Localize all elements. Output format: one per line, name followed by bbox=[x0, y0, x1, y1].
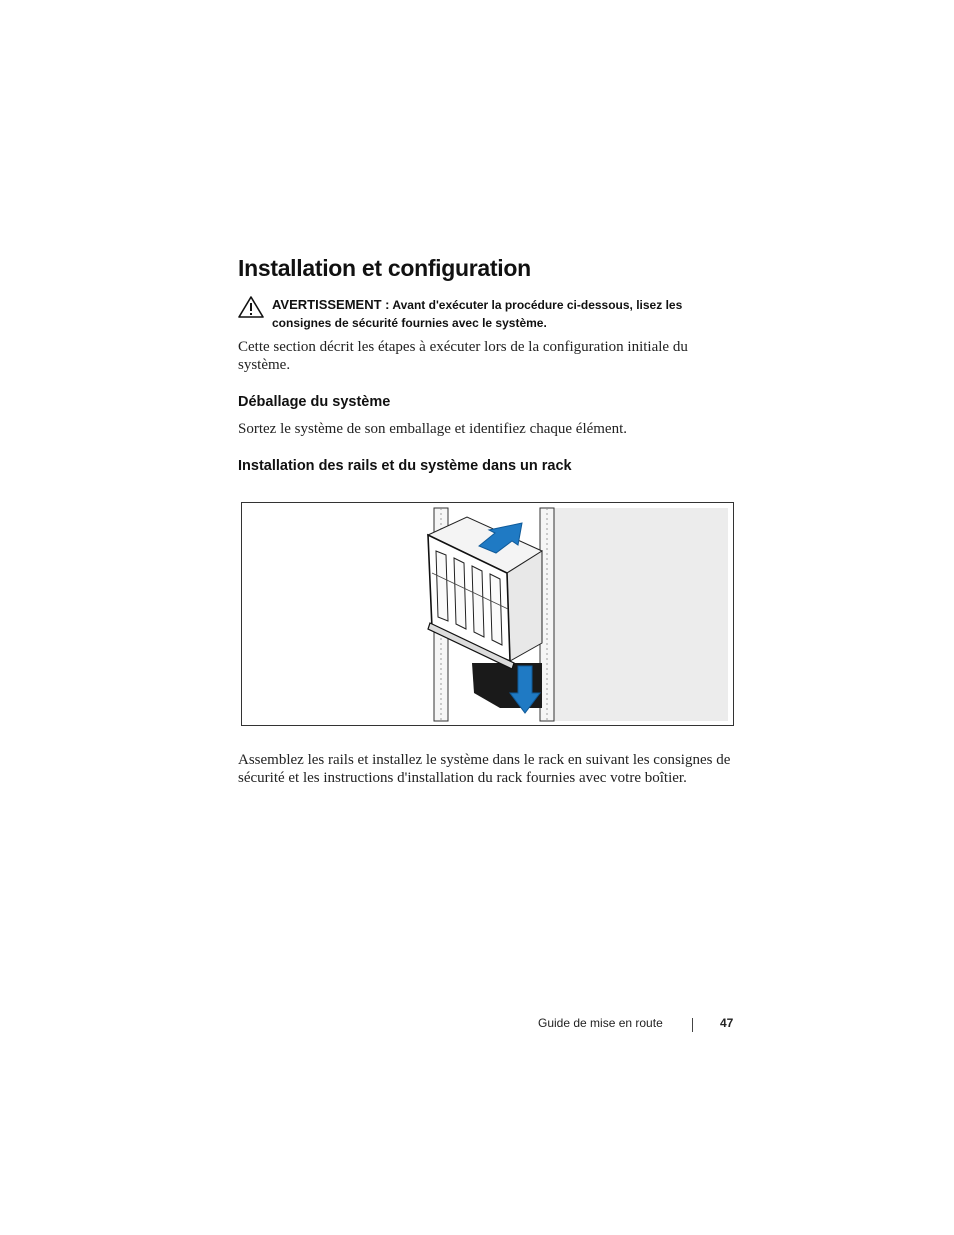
warning-notice bbox=[272, 296, 712, 332]
page-title: Installation et configuration bbox=[238, 255, 531, 281]
rack-install-illustration bbox=[241, 502, 734, 726]
footer-separator bbox=[692, 1018, 693, 1032]
warning-triangle-icon bbox=[237, 295, 265, 319]
warning-label: AVERTISSEMENT : bbox=[272, 297, 390, 312]
blade-slot bbox=[472, 566, 484, 637]
blade-slot bbox=[436, 551, 448, 621]
section-heading-unpacking: Déballage du système bbox=[238, 394, 391, 410]
blade-slot bbox=[454, 558, 466, 629]
section-heading-rack-install: Installation des rails et du système dans un rack bbox=[238, 458, 572, 474]
unpacking-paragraph: Sortez le système de son emballage et identifiez chaque élément. bbox=[238, 421, 628, 437]
warning-text: Avant d'exécuter la procédure ci-dessous, lisez les consignes de sécurité fournies avec le système. bbox=[272, 298, 683, 330]
footer-title: Guide de mise en route bbox=[538, 1016, 663, 1030]
rack-illustration-svg bbox=[242, 503, 733, 725]
page-number: 47 bbox=[720, 1016, 734, 1030]
intro-paragraph: Cette section décrit les étapes à exécuter lors de la configuration initiale du système. bbox=[238, 339, 688, 373]
rack-side-panel bbox=[554, 508, 728, 721]
blade-slot bbox=[490, 574, 502, 645]
rack-install-paragraph: Assemblez les rails et installez le système dans le rack en suivant les consignes de sécurité et les instructions d'installation du rack fournies avec votre boîtier. bbox=[238, 752, 731, 786]
